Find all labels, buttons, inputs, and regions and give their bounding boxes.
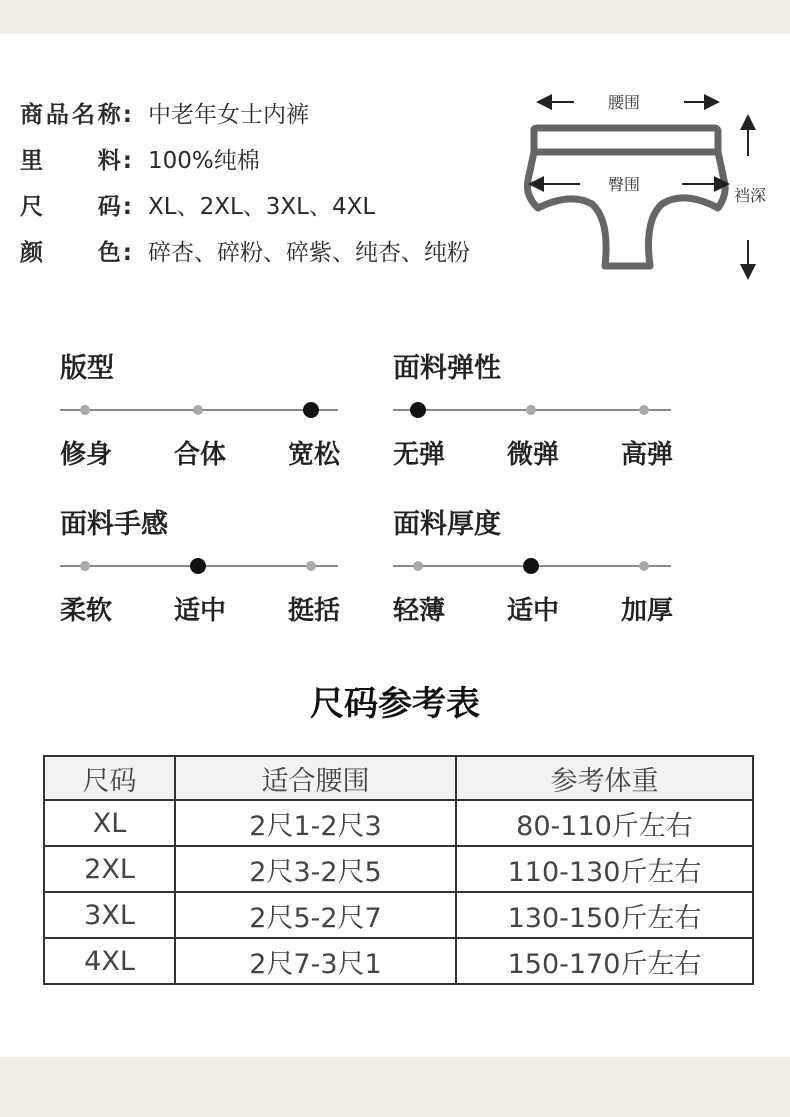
scale-dot xyxy=(639,405,649,415)
size-table-title: 尺码参考表 xyxy=(310,684,480,724)
scale-option: 柔软 xyxy=(60,596,113,626)
scale-option: 微弹 xyxy=(507,440,560,470)
top-band xyxy=(0,0,790,34)
info-label: 里 料: xyxy=(20,147,132,174)
table-cell: 2尺5-2尺7 xyxy=(175,892,456,938)
table-cell: 2尺7-3尺1 xyxy=(175,938,456,984)
scale-dot xyxy=(80,561,90,571)
size-table xyxy=(43,755,754,985)
scale-option: 修身 xyxy=(60,440,113,470)
table-row xyxy=(44,846,753,892)
scale-option: 高弹 xyxy=(621,440,674,470)
info-row-name xyxy=(20,95,309,129)
scale-dot-selected xyxy=(523,558,539,574)
bottom-band xyxy=(0,1057,790,1117)
scale-option: 加厚 xyxy=(621,596,674,626)
scale-option: 宽松 xyxy=(288,440,341,470)
table-cell: 80-110斤左右 xyxy=(456,800,753,846)
scale-dot-selected xyxy=(303,402,319,418)
table-row xyxy=(44,938,753,984)
table-row xyxy=(44,800,753,846)
info-value: 中老年女士内裤 xyxy=(148,101,309,128)
attr-title-elasticity: 面料弹性 xyxy=(393,353,501,384)
scale-dot-selected xyxy=(410,402,426,418)
column-header: 适合腰围 xyxy=(175,756,456,800)
hip-label: 臀围 xyxy=(608,175,641,194)
info-row-color xyxy=(20,233,470,267)
scale-elasticity xyxy=(393,396,678,470)
info-value: XL、2XL、3XL、4XL xyxy=(148,193,376,220)
table-cell: 3XL xyxy=(44,892,175,938)
table-header-row xyxy=(44,756,753,800)
scale-option: 轻薄 xyxy=(393,596,446,626)
table-cell: 2XL xyxy=(44,846,175,892)
scale-dot xyxy=(306,561,316,571)
info-row-material xyxy=(20,141,260,175)
info-label: 颜 色: xyxy=(20,239,132,266)
table-cell: 2尺3-2尺5 xyxy=(175,846,456,892)
info-value: 100%纯棉 xyxy=(148,147,260,174)
scale-option: 挺括 xyxy=(288,596,341,626)
info-value: 碎杏、碎粉、碎紫、纯杏、纯粉 xyxy=(148,239,470,266)
table-row xyxy=(44,892,753,938)
scale-option: 合体 xyxy=(174,440,227,470)
table-cell: 4XL xyxy=(44,938,175,984)
table-cell: XL xyxy=(44,800,175,846)
waist-label: 腰围 xyxy=(608,93,641,112)
info-label: 尺 码: xyxy=(20,193,132,220)
scale-thickness xyxy=(393,552,678,626)
scale-dot-selected xyxy=(190,558,206,574)
scale-fit xyxy=(60,396,345,470)
scale-option: 适中 xyxy=(174,596,227,626)
table-cell: 150-170斤左右 xyxy=(456,938,753,984)
attr-title-thickness: 面料厚度 xyxy=(393,509,501,540)
scale-option: 适中 xyxy=(507,596,560,626)
scale-dot xyxy=(80,405,90,415)
table-cell: 130-150斤左右 xyxy=(456,892,753,938)
scale-dot xyxy=(413,561,423,571)
scale-dot xyxy=(193,405,203,415)
scale-dot xyxy=(526,405,536,415)
garment-diagram xyxy=(520,84,790,284)
column-header: 参考体重 xyxy=(456,756,753,800)
table-cell: 110-130斤左右 xyxy=(456,846,753,892)
info-row-size xyxy=(20,187,375,221)
scale-option: 无弹 xyxy=(393,440,446,470)
rise-label: 裆深 xyxy=(734,186,767,205)
attr-title-fit: 版型 xyxy=(60,353,114,384)
scale-hand-feel xyxy=(60,552,345,626)
column-header: 尺码 xyxy=(44,756,175,800)
attr-title-hand-feel: 面料手感 xyxy=(60,509,168,540)
info-label: 商 品 名 称: xyxy=(20,101,132,128)
table-cell: 2尺1-2尺3 xyxy=(175,800,456,846)
scale-dot xyxy=(639,561,649,571)
